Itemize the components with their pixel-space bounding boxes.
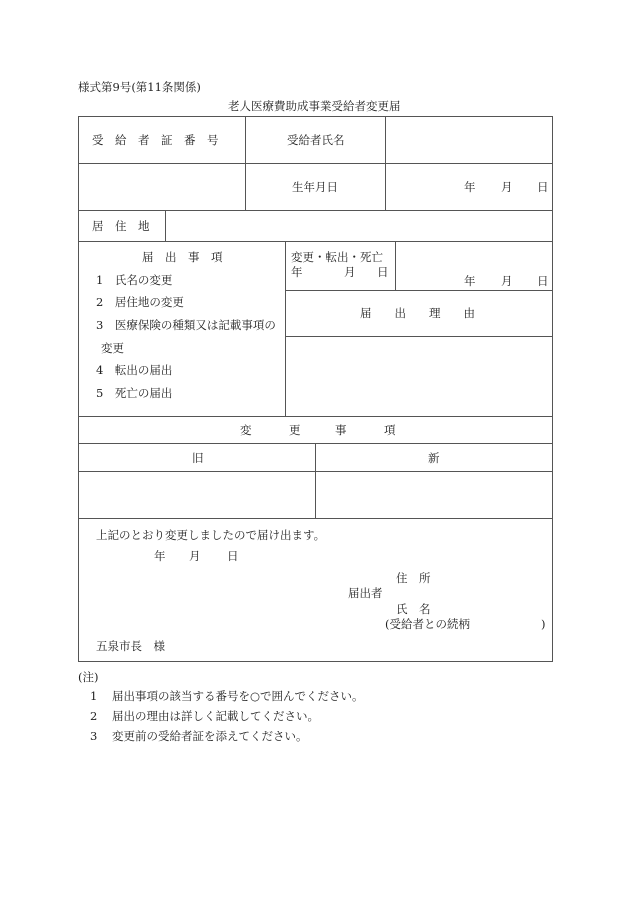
notification-heading: 届 出 事 項 bbox=[142, 250, 223, 264]
relationship-label: (受給者との続柄 bbox=[385, 617, 470, 631]
applicant-label: 届出者 bbox=[348, 586, 383, 600]
residence-field[interactable] bbox=[170, 213, 548, 238]
event-month-unit: 月 bbox=[501, 274, 513, 288]
notification-item[interactable]: 1 氏名の変更 bbox=[96, 273, 173, 287]
declaration-month-unit: 月 bbox=[189, 549, 201, 563]
form-number: 様式第9号(第11条関係) bbox=[78, 80, 201, 94]
changes-heading-char: 更 bbox=[289, 423, 301, 437]
changes-heading-char: 事 bbox=[335, 423, 347, 437]
notes-heading: (注) bbox=[78, 670, 99, 684]
event-date-year-label: 年 bbox=[291, 265, 303, 279]
address-label: 住 所 bbox=[396, 571, 431, 585]
cert-number-label: 受 給 者 証 番 号 bbox=[92, 133, 219, 147]
note-number: 2 bbox=[90, 709, 98, 723]
event-year-unit: 年 bbox=[464, 274, 476, 288]
note-text: 届出事項の該当する番号を○で囲んでください。 bbox=[112, 689, 364, 703]
page-title: 老人医療費助成事業受給者変更届 bbox=[228, 99, 401, 113]
applicant-name-label: 氏 名 bbox=[396, 602, 431, 616]
cert-number-field[interactable] bbox=[82, 167, 240, 207]
new-label: 新 bbox=[428, 451, 440, 465]
birth-year-unit: 年 bbox=[464, 180, 476, 194]
declaration-year-unit: 年 bbox=[154, 549, 166, 563]
event-date-label: 変更・転出・死亡 bbox=[291, 250, 383, 264]
notification-item[interactable]: 5 死亡の届出 bbox=[96, 386, 173, 400]
notification-item[interactable]: 4 転出の届出 bbox=[96, 363, 173, 377]
residence-label: 居 住 地 bbox=[92, 219, 150, 233]
recipient-name-field[interactable] bbox=[392, 120, 547, 160]
notification-item[interactable]: 3 医療保険の種類又は記載事項の bbox=[96, 318, 276, 332]
birth-day-unit: 日 bbox=[537, 180, 549, 194]
birth-month-unit: 月 bbox=[501, 180, 513, 194]
notification-item-continued: 変更 bbox=[101, 341, 124, 355]
declaration-statement: 上記のとおり変更しましたので届け出ます。 bbox=[96, 528, 326, 542]
notification-item[interactable]: 2 居住地の変更 bbox=[96, 295, 184, 309]
birthdate-label: 生年月日 bbox=[292, 180, 338, 194]
reason-field[interactable] bbox=[290, 340, 548, 412]
recipient-name-label: 受給者氏名 bbox=[287, 133, 345, 147]
declaration-day-unit: 日 bbox=[227, 549, 239, 563]
note-number: 3 bbox=[90, 729, 98, 743]
event-date-month-label: 月 bbox=[344, 265, 356, 279]
note-number: 1 bbox=[90, 689, 98, 703]
note-text: 届出の理由は詳しく記載してください。 bbox=[112, 709, 319, 723]
new-value-field[interactable] bbox=[320, 474, 548, 515]
old-value-field[interactable] bbox=[82, 474, 311, 515]
changes-heading-char: 項 bbox=[384, 423, 396, 437]
reason-label: 届 出 理 由 bbox=[360, 306, 475, 320]
note-text: 変更前の受給者証を添えてください。 bbox=[112, 729, 308, 743]
relationship-close: ) bbox=[541, 617, 546, 631]
old-label: 旧 bbox=[192, 451, 204, 465]
changes-heading-char: 変 bbox=[240, 423, 252, 437]
event-day-unit: 日 bbox=[537, 274, 549, 288]
addressee: 五泉市長 様 bbox=[96, 639, 165, 653]
event-date-day-label: 日 bbox=[377, 265, 389, 279]
